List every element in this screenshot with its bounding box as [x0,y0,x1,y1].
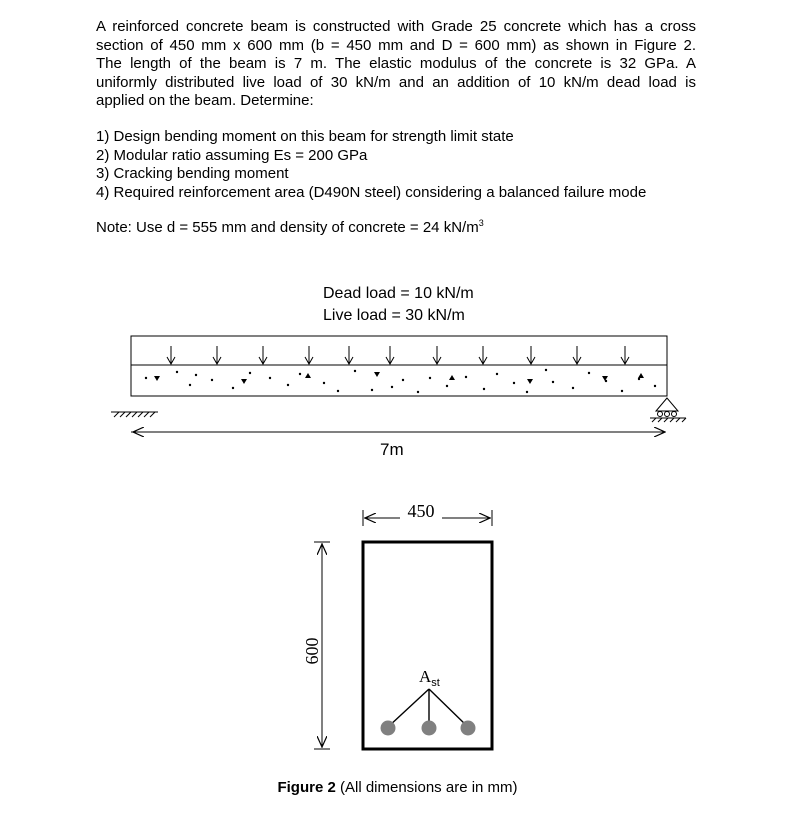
note-superscript: 3 [478,218,484,228]
aggregate-dot [483,388,485,390]
problem-line-2: section of 450 mm x 600 mm (b = 450 mm and D = 600 mm) as shown in Figure 2. [96,36,696,54]
aggregate-dot [621,390,623,392]
aggregate-stone [374,372,380,377]
aggregate-dot [496,373,498,375]
aggregate-dot [299,373,301,375]
width-dim-label: 450 [407,501,435,521]
note-text: Note: Use d = 555 mm and density of concrete = 24 kN/m [96,219,479,236]
steel-area-symbol: A [419,667,432,686]
load-arrow-icon [305,346,313,364]
problem-line-3: The length of the beam is 7 m. The elastic modulus of the concrete is 32 GPa. A [96,55,696,72]
steel-area-subscript: st [431,677,440,689]
aggregate-dot [465,376,467,378]
live-load-label: Live load = 30 kN/m [323,307,465,324]
aggregate-dot [176,371,178,373]
load-arrow-icon [213,346,221,364]
task-item: 3) Cracking bending moment [96,165,289,182]
aggregate-dot [552,381,554,383]
figure-caption-text: (All dimensions are in mm) [335,779,518,796]
aggregate-dot [429,377,431,379]
cross-section [363,542,492,749]
aggregate-dot [545,369,547,371]
load-arrow-icon [345,346,353,364]
load-arrow-icon [621,346,629,364]
aggregate-stone [638,373,644,378]
steel-area-label [419,667,440,689]
aggregate-stone [154,376,160,381]
aggregate-dot [513,382,515,384]
load-arrows [167,346,629,364]
aggregate-dot [588,372,590,374]
aggregate-dot [526,391,528,393]
aggregate-dot [417,391,419,393]
aggregate-dot [354,370,356,372]
figure-caption-label: Figure 2 [277,779,336,796]
aggregate-stone [449,375,455,380]
load-arrow-icon [573,346,581,364]
aggregate-dot [145,377,147,379]
aggregate-dot [189,384,191,386]
aggregate-dot [638,378,640,380]
figure-caption [0,779,795,796]
problem-line-4: uniformly distributed live load of 30 kN/m and an addition of 10 kN/m dead load is [96,73,696,91]
roller-support-icon [650,398,686,422]
aggregate-dot [391,386,393,388]
figure-2 [0,270,795,775]
task-item: 4) Required reinforcement area (D490N steel) considering a balanced failure mode [96,183,647,201]
aggregate-dot [337,390,339,392]
load-arrow-icon [259,346,267,364]
rebar-bar [381,721,396,736]
aggregate-dot [446,385,448,387]
aggregate-dot [195,374,197,376]
aggregate-dot [654,385,656,387]
aggregate-dot [371,389,373,391]
problem-line-5: applied on the beam. Determine: [96,92,314,109]
span-label: 7m [380,440,404,459]
aggregate-dot [269,377,271,379]
pin-support-icon [111,412,158,417]
task-list [96,128,646,202]
aggregate-stone [527,379,533,384]
aggregate-dot [287,384,289,386]
aggregate-stone [602,376,608,381]
load-arrow-icon [479,346,487,364]
depth-dim-label: 600 [302,637,322,665]
aggregate-dot [323,382,325,384]
concrete-aggregate [145,369,656,393]
rebar-bar [422,721,437,736]
load-band [131,336,667,365]
aggregate-stone [241,379,247,384]
rebar-bar [461,721,476,736]
task-item: 1) Design bending moment on this beam for strength limit state [96,128,514,145]
task-item: 2) Modular ratio assuming Es = 200 GPa [96,146,368,164]
aggregate-dot [211,379,213,381]
load-arrow-icon [433,346,441,364]
dead-load-label: Dead load = 10 kN/m [323,285,474,302]
load-arrow-icon [527,346,535,364]
aggregate-dot [572,387,574,389]
load-arrow-icon [386,346,394,364]
problem-line-1: A reinforced concrete beam is constructed with Grade 25 concrete which has a cross [96,18,696,35]
aggregate-stone [305,373,311,378]
aggregate-dot [232,387,234,389]
note [96,219,484,236]
load-arrow-icon [167,346,175,364]
aggregate-dot [249,372,251,374]
problem-statement [96,18,696,111]
aggregate-dot [402,379,404,381]
